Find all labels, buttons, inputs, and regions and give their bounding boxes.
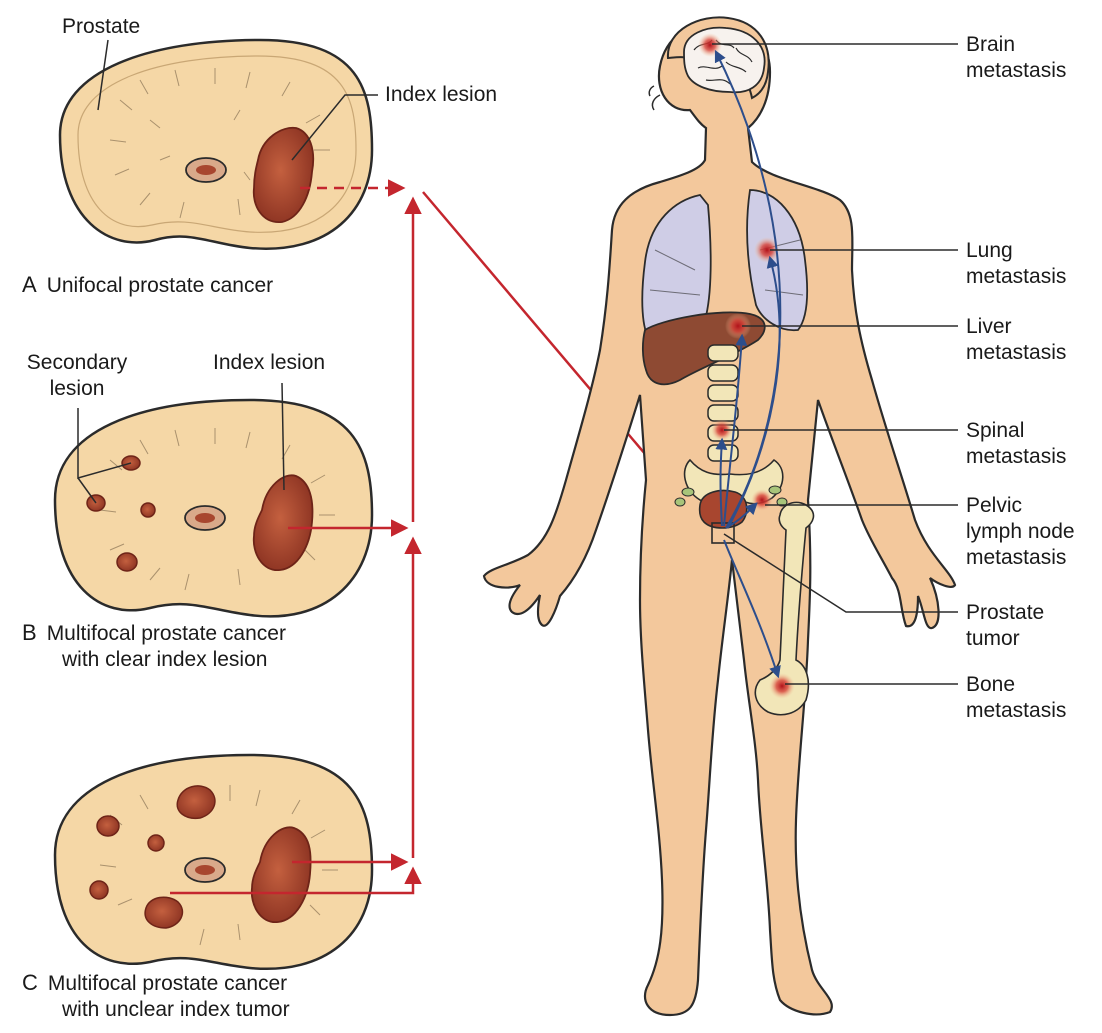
label-prostate-tumor (966, 600, 1044, 652)
label-index-lesion-a: Index lesion (385, 83, 498, 106)
human-body-figure (484, 17, 955, 1015)
spinal-line2: metastasis (966, 445, 1067, 468)
caption-c-line1: Multifocal prostate cancer (47, 972, 288, 995)
liver-line1: Liver (966, 315, 1012, 338)
prostate-section-a (60, 40, 372, 249)
label-index-lesion-b: Index lesion (213, 351, 326, 374)
prostate-tumor-line1: Prostate (966, 601, 1045, 624)
bone-line1: Bone (966, 673, 1016, 696)
label-bone-metastasis (966, 672, 1066, 724)
prostate-tumor-line2: tumor (966, 627, 1020, 650)
caption-b-line2: with clear index lesion (62, 648, 268, 671)
label-spinal-metastasis (966, 418, 1066, 470)
label-prostate: Prostate (62, 15, 141, 38)
panel-letter-a: A (22, 272, 37, 297)
pelvic-line3: metastasis (966, 546, 1067, 569)
bone-line2: metastasis (966, 699, 1067, 722)
lung-line2: metastasis (966, 265, 1067, 288)
label-secondary-line2: lesion (49, 377, 105, 400)
prostate-section-b (55, 400, 372, 616)
label-secondary-line1: Secondary (26, 351, 128, 374)
caption-a-text: Unifocal prostate cancer (46, 274, 274, 297)
panel-letter-c: C (22, 970, 38, 995)
caption-c-line2: with unclear index tumor (62, 998, 290, 1021)
lung-line1: Lung (966, 239, 1013, 262)
caption-c (22, 970, 290, 1023)
liver-line2: metastasis (966, 341, 1067, 364)
caption-b-line1: Multifocal prostate cancer (46, 622, 286, 645)
spinal-line1: Spinal (966, 419, 1025, 442)
label-liver-metastasis (966, 314, 1066, 366)
label-brain-metastasis (966, 32, 1066, 84)
brain-line1: Brain (966, 33, 1016, 56)
panel-letter-b: B (22, 620, 37, 645)
label-pelvic-lymph-node-metastasis (966, 493, 1075, 571)
label-lung-metastasis (966, 238, 1066, 290)
pelvic-line2: lymph node (966, 520, 1075, 543)
caption-b (22, 620, 286, 673)
label-secondary-lesion (12, 350, 142, 402)
pelvic-line1: Pelvic (966, 494, 1023, 517)
brain-line2: metastasis (966, 59, 1067, 82)
caption-a (22, 272, 273, 299)
